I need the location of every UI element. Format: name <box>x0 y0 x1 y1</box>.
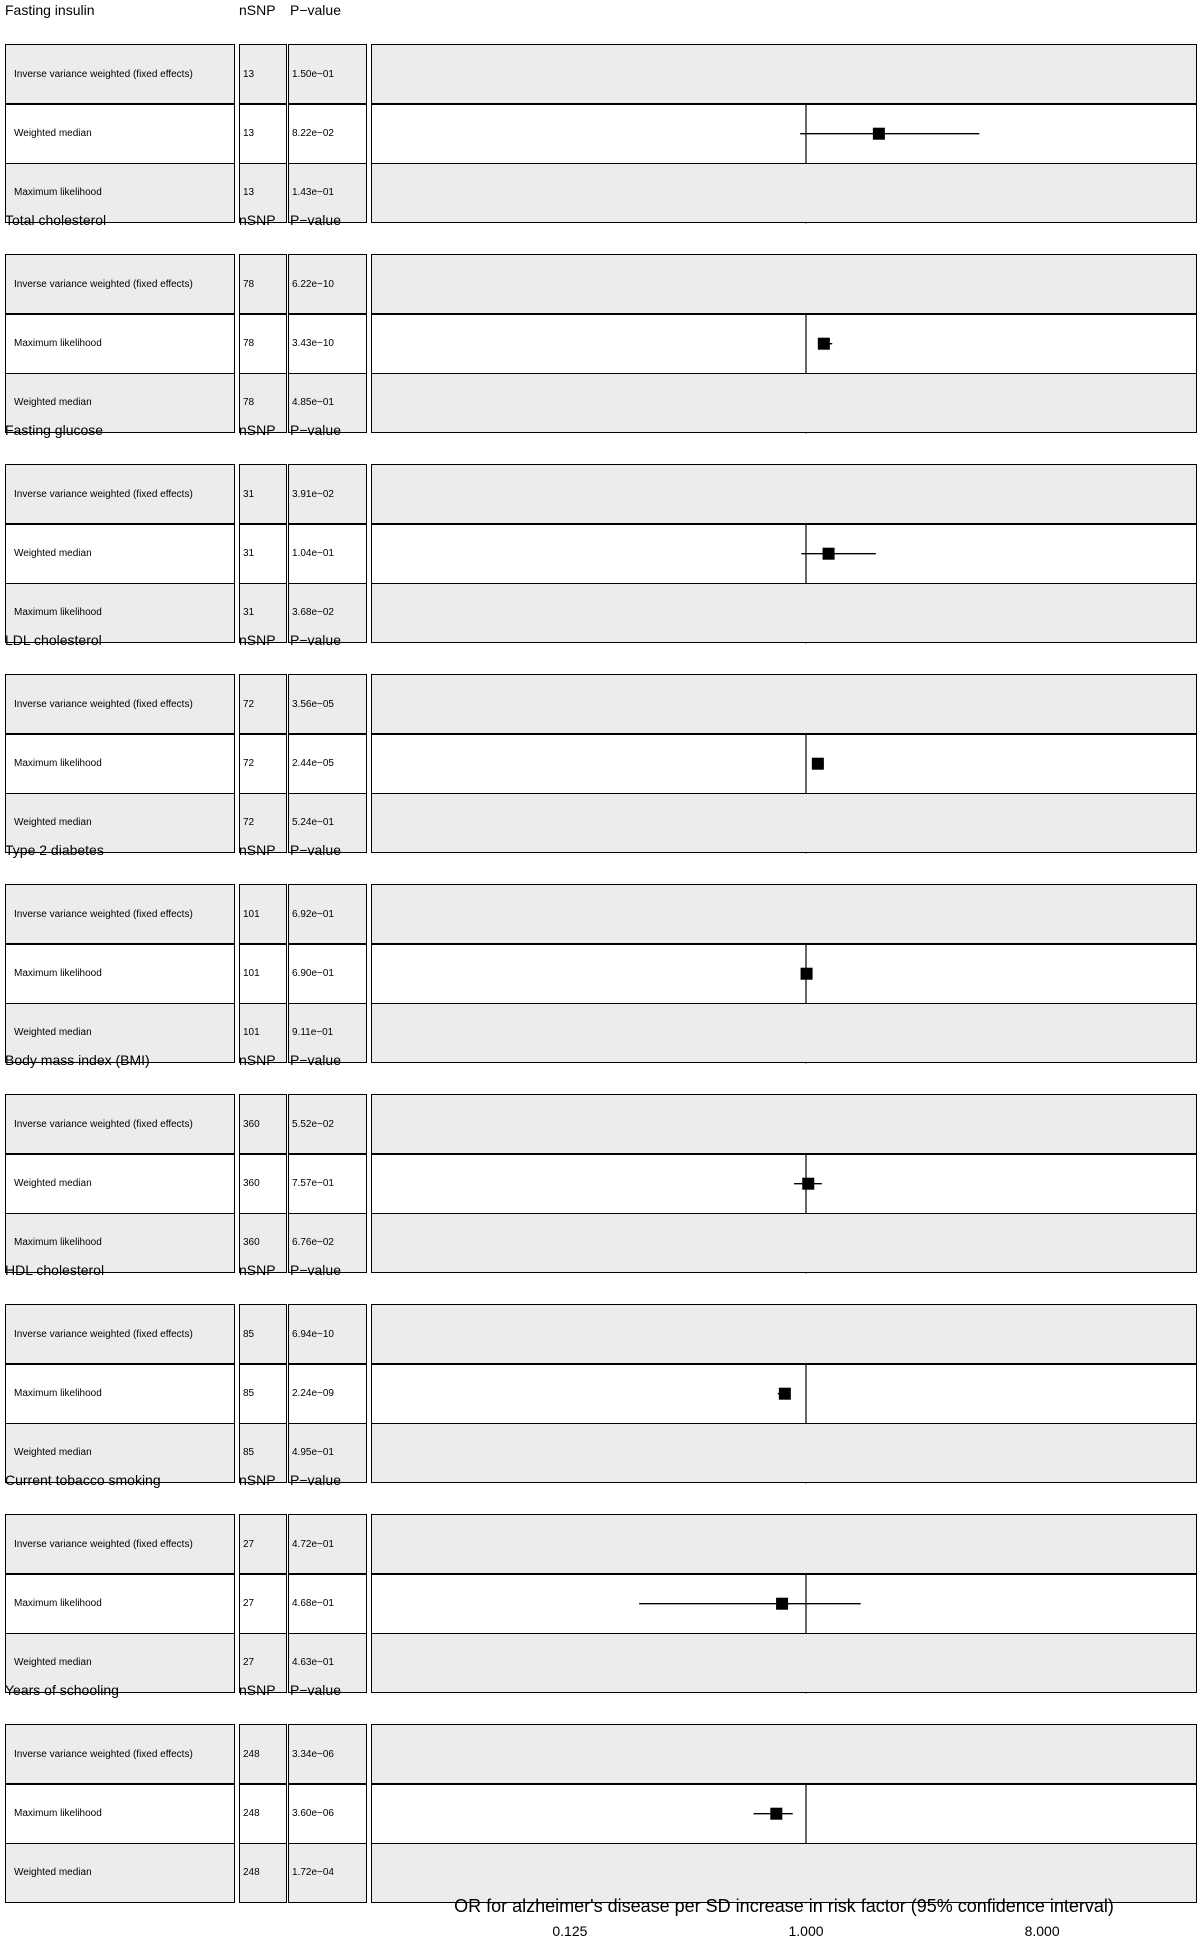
pvalue-cell: 6.94e−10 <box>288 1304 367 1365</box>
pvalue-column-header: P−value <box>290 212 341 228</box>
nsnp-cell: 101 <box>239 1003 287 1064</box>
nsnp-column-header: nSNP <box>239 1682 276 1698</box>
nsnp-cell: 101 <box>239 943 287 1004</box>
method-cell: Maximum likelihood <box>5 313 235 374</box>
group-title: Fasting insulin <box>5 2 95 18</box>
nsnp-column-header: nSNP <box>239 1052 276 1068</box>
nsnp-cell: 360 <box>239 1153 287 1214</box>
nsnp-column-header: nSNP <box>239 842 276 858</box>
pvalue-column-header: P−value <box>290 1682 341 1698</box>
method-cell: Weighted median <box>5 1003 235 1064</box>
plot-row-background <box>371 313 1197 374</box>
x-tick-label: 1.000 <box>788 1923 824 1939</box>
nsnp-cell: 360 <box>239 1213 287 1274</box>
plot-row-background <box>371 733 1197 794</box>
plot-row-background <box>371 1423 1197 1484</box>
pvalue-column-header: P−value <box>290 1052 341 1068</box>
pvalue-cell: 9.11e−01 <box>288 1003 367 1064</box>
pvalue-cell: 4.95e−01 <box>288 1423 367 1484</box>
method-cell: Maximum likelihood <box>5 583 235 644</box>
x-tick-label: 0.125 <box>552 1923 588 1939</box>
nsnp-column-header: nSNP <box>239 212 276 228</box>
nsnp-column-header: nSNP <box>239 1262 276 1278</box>
method-cell: Inverse variance weighted (fixed effects) <box>5 1304 235 1365</box>
plot-row-background <box>371 793 1197 854</box>
nsnp-cell: 13 <box>239 103 287 164</box>
plot-row-background <box>371 1843 1197 1904</box>
method-cell: Inverse variance weighted (fixed effects) <box>5 44 235 105</box>
pvalue-cell: 3.43e−10 <box>288 313 367 374</box>
method-cell: Maximum likelihood <box>5 733 235 794</box>
nsnp-cell: 72 <box>239 793 287 854</box>
method-cell: Inverse variance weighted (fixed effects) <box>5 674 235 735</box>
method-cell: Inverse variance weighted (fixed effects) <box>5 1514 235 1575</box>
pvalue-cell: 3.56e−05 <box>288 674 367 735</box>
nsnp-cell: 31 <box>239 464 287 525</box>
pvalue-cell: 3.91e−02 <box>288 464 367 525</box>
nsnp-cell: 85 <box>239 1304 287 1365</box>
plot-row-background <box>371 1633 1197 1694</box>
group-title: Fasting glucose <box>5 422 104 438</box>
group-title: LDL cholesterol <box>5 632 102 648</box>
plot-row-background <box>371 674 1197 735</box>
plot-row-background <box>371 1724 1197 1785</box>
pvalue-cell: 2.44e−05 <box>288 733 367 794</box>
pvalue-cell: 5.24e−01 <box>288 793 367 854</box>
nsnp-cell: 78 <box>239 313 287 374</box>
pvalue-cell: 6.22e−10 <box>288 254 367 315</box>
method-cell: Maximum likelihood <box>5 163 235 224</box>
method-cell: Weighted median <box>5 1153 235 1214</box>
plot-row-background <box>371 583 1197 644</box>
pvalue-cell: 3.34e−06 <box>288 1724 367 1785</box>
method-cell: Inverse variance weighted (fixed effects) <box>5 1094 235 1155</box>
pvalue-cell: 1.72e−04 <box>288 1843 367 1904</box>
plot-row-background <box>371 44 1197 105</box>
nsnp-cell: 27 <box>239 1514 287 1575</box>
pvalue-cell: 6.92e−01 <box>288 884 367 945</box>
group-title: Type 2 diabetes <box>5 842 104 858</box>
plot-row-background <box>371 1153 1197 1214</box>
nsnp-cell: 78 <box>239 373 287 434</box>
nsnp-cell: 101 <box>239 884 287 945</box>
plot-row-background <box>371 943 1197 1004</box>
method-cell: Weighted median <box>5 1423 235 1484</box>
pvalue-cell: 7.57e−01 <box>288 1153 367 1214</box>
method-cell: Inverse variance weighted (fixed effects) <box>5 884 235 945</box>
pvalue-column-header: P−value <box>290 2 341 18</box>
nsnp-cell: 360 <box>239 1094 287 1155</box>
method-cell: Inverse variance weighted (fixed effects) <box>5 254 235 315</box>
nsnp-cell: 78 <box>239 254 287 315</box>
x-axis-title: OR for alzheimer's disease per SD increase in risk factor (95% confidence interval) <box>454 1896 1114 1916</box>
pvalue-cell: 4.63e−01 <box>288 1633 367 1694</box>
pvalue-cell: 3.60e−06 <box>288 1783 367 1844</box>
pvalue-cell: 4.85e−01 <box>288 373 367 434</box>
nsnp-column-header: nSNP <box>239 1472 276 1488</box>
plot-row-background <box>371 1094 1197 1155</box>
pvalue-cell: 3.68e−02 <box>288 583 367 644</box>
nsnp-cell: 27 <box>239 1633 287 1694</box>
plot-row-background <box>371 1304 1197 1365</box>
plot-row-background <box>371 523 1197 584</box>
pvalue-cell: 1.50e−01 <box>288 44 367 105</box>
nsnp-cell: 13 <box>239 163 287 224</box>
plot-row-background <box>371 1363 1197 1424</box>
method-cell: Maximum likelihood <box>5 1363 235 1424</box>
nsnp-cell: 85 <box>239 1423 287 1484</box>
plot-row-background <box>371 1573 1197 1634</box>
nsnp-cell: 27 <box>239 1573 287 1634</box>
nsnp-cell: 72 <box>239 674 287 735</box>
plot-row-background <box>371 1213 1197 1274</box>
method-cell: Weighted median <box>5 1633 235 1694</box>
method-cell: Weighted median <box>5 103 235 164</box>
pvalue-column-header: P−value <box>290 1472 341 1488</box>
nsnp-cell: 31 <box>239 523 287 584</box>
plot-row-background <box>371 103 1197 164</box>
plot-row-background <box>371 884 1197 945</box>
plot-row-background <box>371 163 1197 224</box>
nsnp-cell: 85 <box>239 1363 287 1424</box>
plot-row-background <box>371 1783 1197 1844</box>
pvalue-column-header: P−value <box>290 632 341 648</box>
pvalue-cell: 6.76e−02 <box>288 1213 367 1274</box>
group-title: Years of schooling <box>5 1682 119 1698</box>
pvalue-cell: 1.04e−01 <box>288 523 367 584</box>
nsnp-cell: 13 <box>239 44 287 105</box>
pvalue-cell: 8.22e−02 <box>288 103 367 164</box>
pvalue-cell: 2.24e−09 <box>288 1363 367 1424</box>
method-cell: Weighted median <box>5 373 235 434</box>
method-cell: Inverse variance weighted (fixed effects) <box>5 1724 235 1785</box>
nsnp-column-header: nSNP <box>239 632 276 648</box>
pvalue-cell: 1.43e−01 <box>288 163 367 224</box>
plot-row-background <box>371 254 1197 315</box>
method-cell: Maximum likelihood <box>5 1573 235 1634</box>
group-title: Body mass index (BMI) <box>5 1052 150 1068</box>
method-cell: Weighted median <box>5 1843 235 1904</box>
nsnp-cell: 248 <box>239 1783 287 1844</box>
method-cell: Maximum likelihood <box>5 943 235 1004</box>
pvalue-cell: 4.72e−01 <box>288 1514 367 1575</box>
pvalue-cell: 4.68e−01 <box>288 1573 367 1634</box>
pvalue-cell: 6.90e−01 <box>288 943 367 1004</box>
nsnp-cell: 31 <box>239 583 287 644</box>
group-title: HDL cholesterol <box>5 1262 105 1278</box>
pvalue-column-header: P−value <box>290 1262 341 1278</box>
plot-row-background <box>371 1514 1197 1575</box>
pvalue-column-header: P−value <box>290 842 341 858</box>
x-tick-label: 8.000 <box>1024 1923 1060 1939</box>
method-cell: Weighted median <box>5 793 235 854</box>
plot-row-background <box>371 373 1197 434</box>
group-title: Current tobacco smoking <box>5 1472 161 1488</box>
nsnp-cell: 248 <box>239 1724 287 1785</box>
plot-row-background <box>371 464 1197 525</box>
plot-row-background <box>371 1003 1197 1064</box>
method-cell: Maximum likelihood <box>5 1783 235 1844</box>
method-cell: Maximum likelihood <box>5 1213 235 1274</box>
nsnp-cell: 72 <box>239 733 287 794</box>
pvalue-column-header: P−value <box>290 422 341 438</box>
group-title: Total cholesterol <box>5 212 107 228</box>
nsnp-column-header: nSNP <box>239 2 276 18</box>
nsnp-cell: 248 <box>239 1843 287 1904</box>
pvalue-cell: 5.52e−02 <box>288 1094 367 1155</box>
method-cell: Weighted median <box>5 523 235 584</box>
method-cell: Inverse variance weighted (fixed effects) <box>5 464 235 525</box>
nsnp-column-header: nSNP <box>239 422 276 438</box>
